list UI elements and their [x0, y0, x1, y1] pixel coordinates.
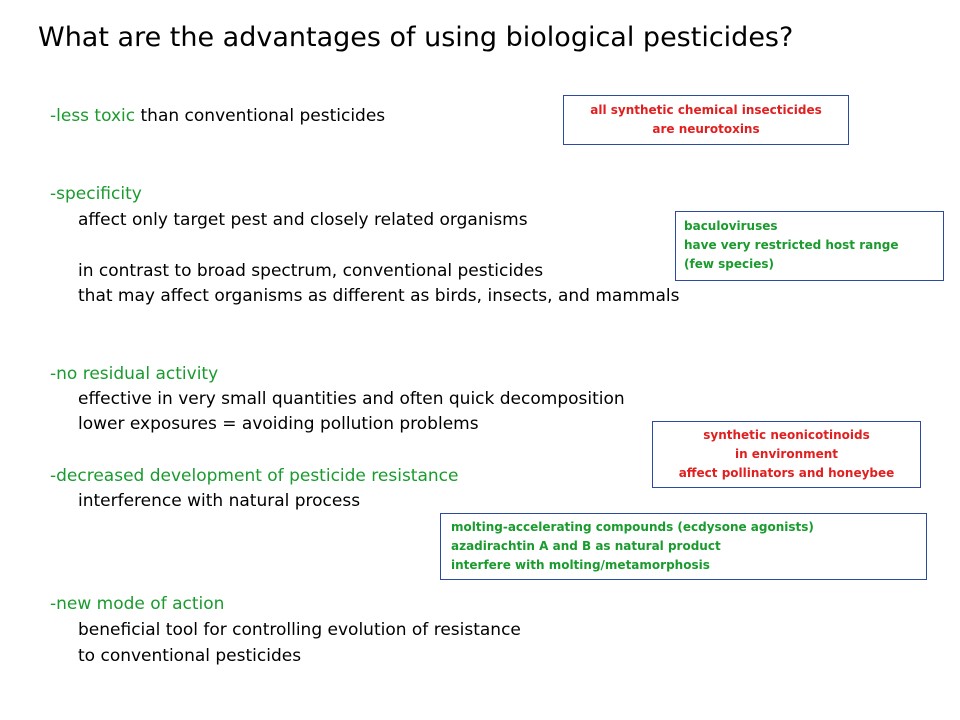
- body-line: interference with natural process: [78, 491, 361, 511]
- note-line: molting-accelerating compounds (ecdysone agonists): [451, 520, 814, 534]
- note-line: (few species): [684, 257, 774, 271]
- note-box-molting: [440, 513, 927, 580]
- note-box-neonicotinoids: [652, 421, 921, 488]
- body-line: effective in very small quantities and often quick decomposition: [78, 389, 625, 409]
- heading-less-toxic: [50, 106, 385, 126]
- note-line: all synthetic chemical insecticides: [590, 103, 822, 117]
- body-line: beneficial tool for controlling evolution of resistance: [78, 620, 521, 640]
- note-box-neurotoxins: [563, 95, 849, 145]
- note-line: synthetic neonicotinoids: [703, 428, 870, 442]
- body-line: affect only target pest and closely related organisms: [78, 210, 528, 230]
- note-line: in environment: [734, 447, 839, 461]
- heading-new-mode-of-action: -new mode of action: [50, 594, 225, 614]
- note-line: baculoviruses: [684, 219, 778, 233]
- note-line: are neurotoxins: [652, 122, 760, 136]
- heading-specificity: -specificity: [50, 184, 142, 204]
- body-line: that may affect organisms as different as birds, insects, and mammals: [78, 286, 680, 306]
- body-line: lower exposures = avoiding pollution problems: [78, 414, 479, 434]
- note-line: affect pollinators and honeybee: [678, 466, 895, 480]
- note-line: interfere with molting/metamorphosis: [451, 558, 710, 572]
- heading-green-text: -less toxic: [50, 106, 136, 126]
- note-line: have very restricted host range: [684, 238, 899, 252]
- slide-title: What are the advantages of using biological pesticides?: [38, 22, 794, 53]
- heading-decreased-resistance: -decreased development of pesticide resistance: [50, 466, 459, 486]
- note-box-baculoviruses: [675, 211, 944, 281]
- body-line: to conventional pesticides: [78, 646, 302, 666]
- heading-rest-text: than conventional pesticides: [135, 106, 386, 126]
- note-line: azadirachtin A and B as natural product: [451, 539, 721, 553]
- heading-no-residual-activity: -no residual activity: [50, 364, 219, 384]
- body-line: in contrast to broad spectrum, conventional pesticides: [78, 261, 544, 281]
